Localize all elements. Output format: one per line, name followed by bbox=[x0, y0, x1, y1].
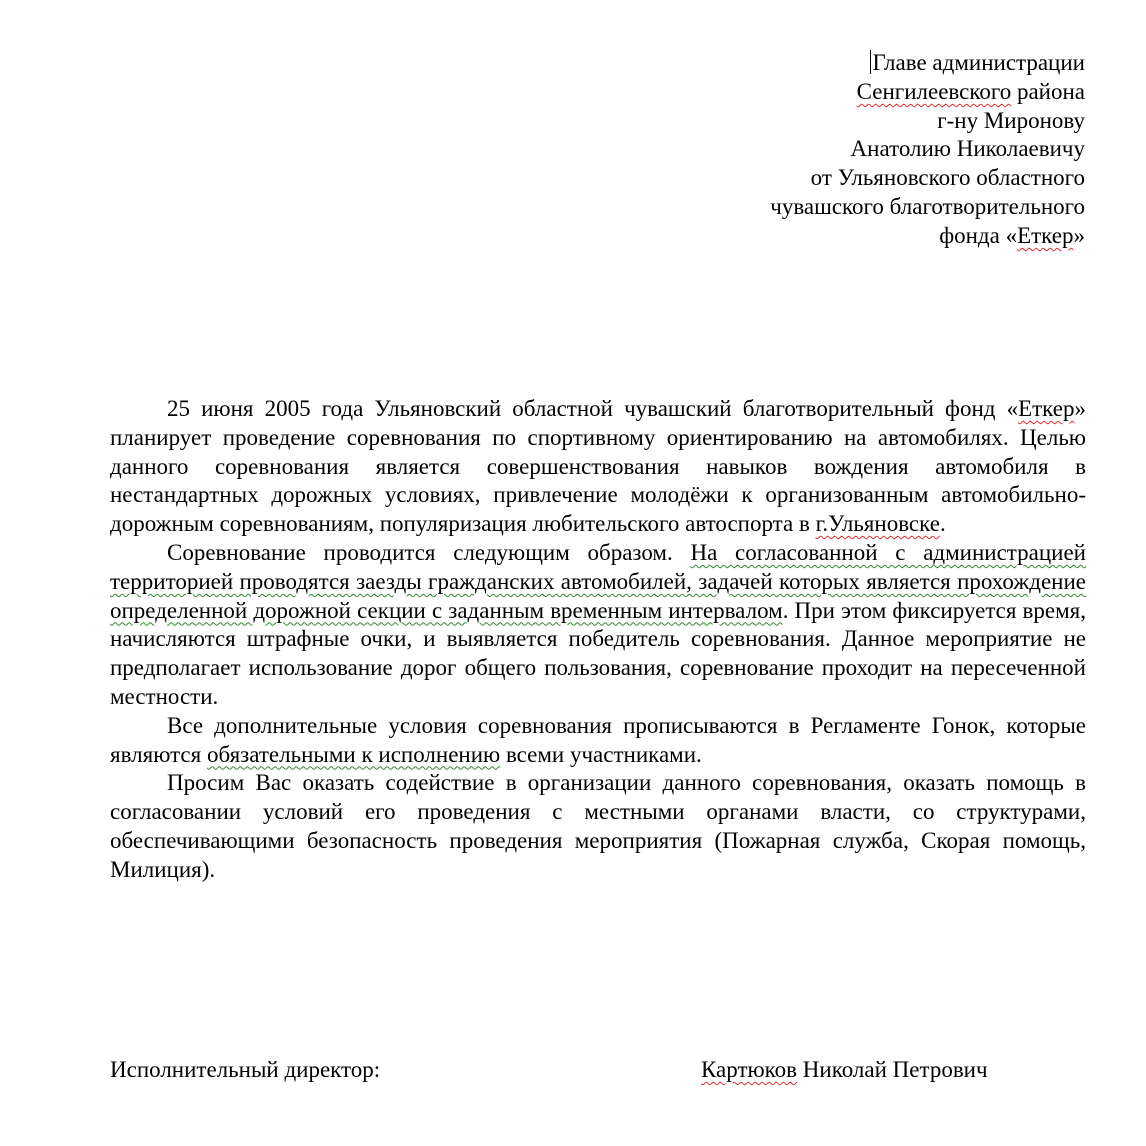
addressee-line-1: Главе администрации bbox=[872, 50, 1085, 75]
addressee-block bbox=[605, 49, 1085, 251]
spelling-flagged-word: г.Ульяновске bbox=[815, 511, 940, 537]
paragraph-1: 25 июня 2005 года Ульяновский областной чувашский благотворительный фонд «Еткер» планирует проведение соревнования по спортивному ориентированию на автомобилях. Целью данного соревнования является совершенствования навыков вождения автомобиля в нестандартных дорожных условиях, привлечение молодёжи к организованным автомобильно-дорожным соревнованиям, популяризация любительского автоспорта в г.Ульяновске. bbox=[110, 396, 1086, 537]
spelling-flagged-word: Еткер bbox=[1017, 222, 1074, 248]
paragraph-3: Все дополнительные условия соревнования прописываются в Регламенте Гонок, которые являются обязательными к исполнению всеми участниками. bbox=[110, 712, 1086, 767]
addressee-line-7: фонда «Еткер» bbox=[939, 222, 1085, 248]
letter-body bbox=[110, 395, 1086, 885]
spelling-flagged-word: Еткер bbox=[1018, 396, 1075, 421]
spelling-flagged-word: Картюков bbox=[701, 1057, 798, 1082]
paragraph-4: Просим Вас оказать содействие в организации данного соревнования, оказать помощь в согласовании условий его проведения с местными органами власти, со структурами, обеспечивающими безопасность проведения мероприятия (Пожарная служба, Скорая помощь, Милиция). bbox=[110, 770, 1086, 882]
grammar-flagged-text: На согласованной с администрацией территорией проводятся заезды гражданских автомобилей, задачей которых является прохождение определенной дорожной секции с заданным временным интервалом bbox=[110, 539, 1086, 623]
signatory-name: Картюков Николай Петрович bbox=[701, 1057, 988, 1082]
addressee-line-5: от Ульяновского областного bbox=[810, 165, 1085, 191]
addressee-line-2: Сенгилеевского района bbox=[856, 78, 1085, 104]
addressee-line-4: Анатолию Николаевичу bbox=[850, 136, 1085, 162]
paragraph-2: Соревнование проводится следующим образом. На согласованной с администрацией территорией проводятся заезды гражданских автомобилей, задачей которых является прохождение определенной дорожной секции с заданным временным интервалом. При этом фиксируется время, начисляются штрафные очки, и выявляется победитель соревнования. Данное мероприятие не предполагает использование дорог общего пользования, соревнование проходит на пересеченной местности. bbox=[110, 539, 1086, 709]
addressee-line-3: г-ну Миронову bbox=[937, 107, 1085, 133]
grammar-flagged-text: обязательными к исполнению bbox=[206, 741, 501, 767]
addressee-line-6: чувашского благотворительного bbox=[770, 193, 1085, 219]
signatory-title: Исполнительный директор: bbox=[110, 1057, 381, 1082]
spelling-flagged-word: Сенгилеевского bbox=[856, 78, 1012, 104]
